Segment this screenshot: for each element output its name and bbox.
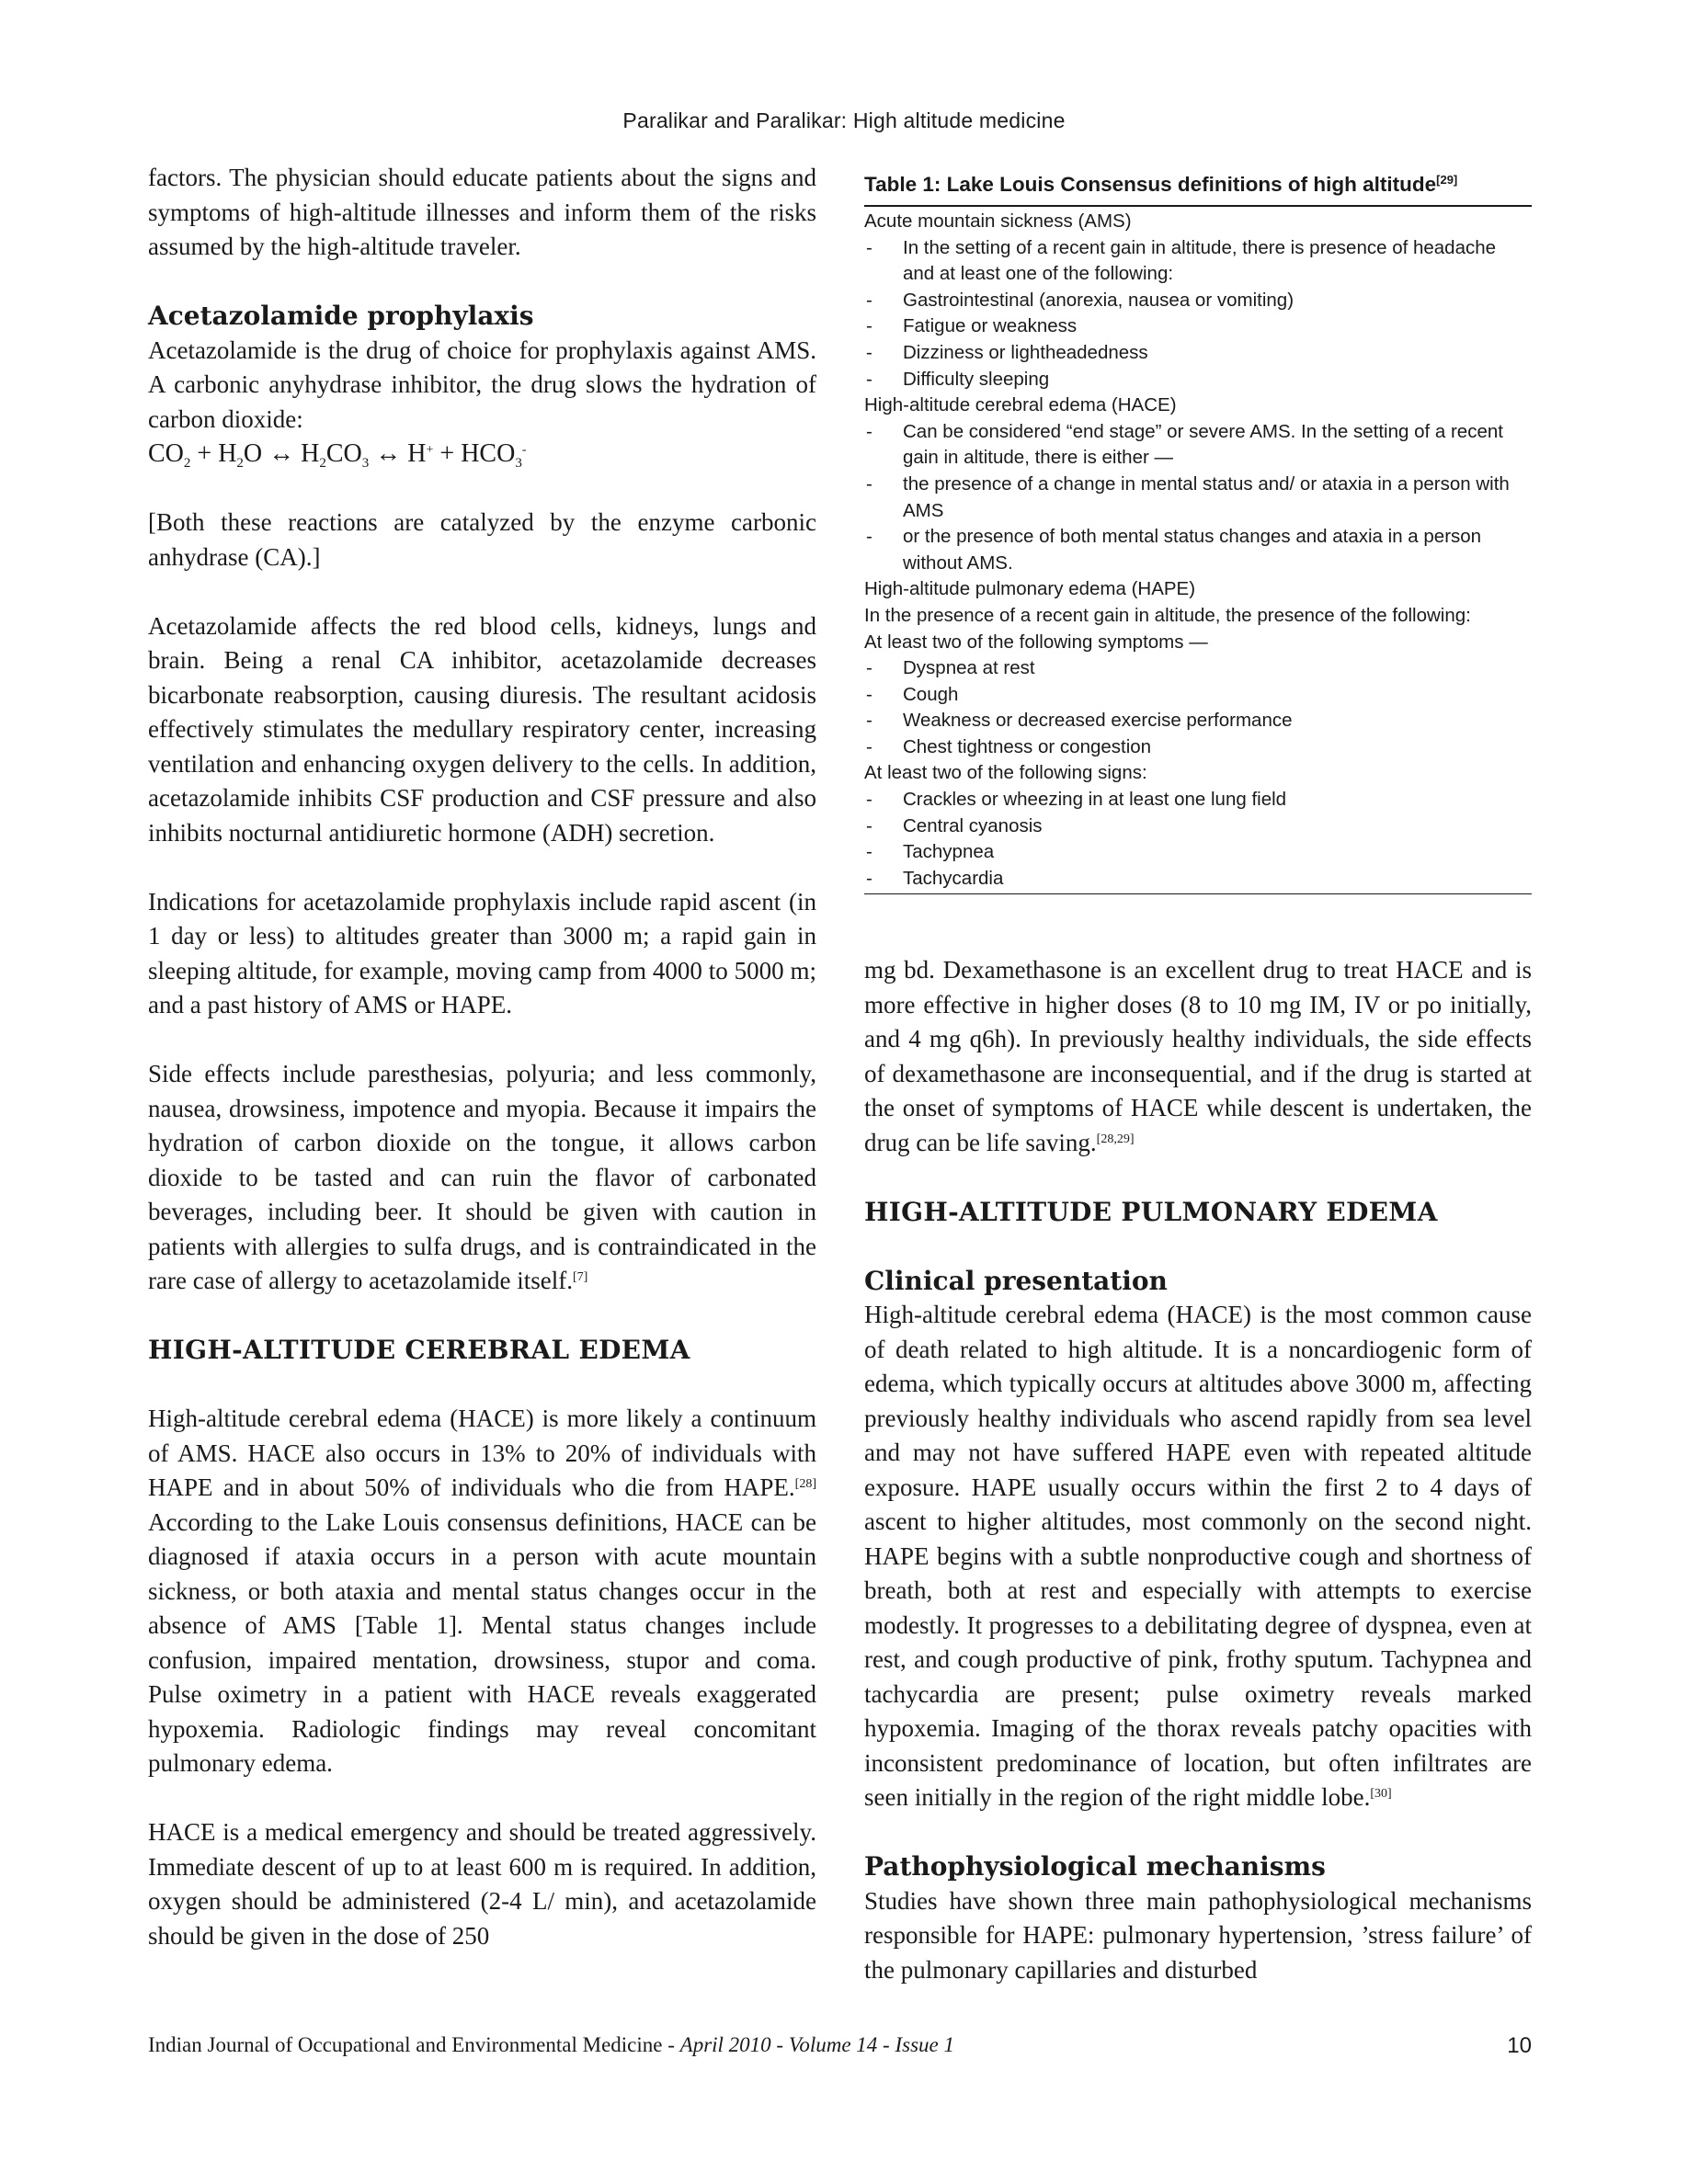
list-dash: - [866, 368, 873, 390]
table-row-text: Crackles or wheezing in at least one lung field [903, 789, 1287, 811]
table-row-text: Fatigue or weakness [903, 315, 1078, 337]
table-list-item [864, 235, 1532, 288]
chemical-equation: $CO_2 + H_2O$ ↔ $H_2CO_3$ ↔ $H^+ + HCO_3^-$ [148, 439, 527, 471]
table-row-text: At least two of the following signs: [864, 762, 1147, 784]
list-dash: - [866, 315, 873, 337]
list-dash: - [866, 683, 873, 705]
section-heading-hace: HIGH-ALTITUDE CEREBRAL EDEMA [148, 1335, 690, 1365]
table-row-text: the presence of a change in mental status and/ or ataxia in a person with AMS [903, 472, 1510, 521]
table-list-item [864, 472, 1532, 524]
table-row-text: Acute mountain sickness (AMS) [864, 210, 1132, 232]
paragraph-hace-emergency: HACE is a medical emergency and should be treated aggressively. Immediate descent of up to at least 600 m is required. In addition, oxygen should be administered (2-4 L/ min), and acetazolamide should be given in the dose of 250 [148, 1818, 816, 1950]
paragraph-acetazolamide-drug: Acetazolamide is the drug of choice for prophylaxis against AMS. A carbonic anyhydrase inhibitor, the drug slows the hydration of carbon dioxide: [148, 336, 816, 433]
paragraph-dexamethasone: mg bd. Dexamethasone is an excellent drug to treat HACE and is more effective in higher doses (8 to 10 mg IM, IV or po initially, and 4 mg q6h). In previously healthy individuals, the side effects of dexamethasone are inconsequential, and if the drug is started at the onset of symptoms of HACE while descent is undertaken, the drug can be life saving.[28,29] [864, 956, 1532, 1156]
table-category-row [864, 630, 1532, 656]
table-list-item [864, 367, 1532, 393]
citation-30: [30] [1370, 1787, 1392, 1801]
table-row-text: Dizziness or lightheadedness [903, 341, 1148, 363]
list-dash: - [866, 420, 873, 442]
left-column [148, 161, 816, 1953]
citation-28-29: [28,29] [1096, 1132, 1135, 1146]
table-list-item [864, 419, 1532, 472]
table-1-title: Table 1: Lake Louis Consensus definitions of high altitude[29] [864, 166, 1532, 207]
table-list-item [864, 340, 1532, 367]
table-list-item [864, 866, 1532, 893]
paragraph-clinical-presentation: High-altitude cerebral edema (HACE) is the most common cause of death related to high altitude. It is a noncardiogenic form of edema, which typically occurs at altitudes above 3000 m, affecting previously healthy individuals who ascend rapidly from sea level and may not have suffered HAPE even with repeated altitude exposure. HAPE usually occurs within the first 2 to 4 days of ascent to higher altitudes, most commonly on the second night. HAPE begins with a subtle nonproductive cough and shortness of breath, both at rest and especially with attempts to exercise modestly. It progresses to a debilitating degree of dyspnea, even at rest, and cough productive of pink, frothy sputum. Tachypnea and tachycardia are present; pulse oximetry reveals marked hypoxemia. Imaging of the thorax reveals patchy opacities with inconsistent predominance of location, but often infiltrates are seen initially in the region of the right middle lobe.[30] [864, 1301, 1532, 1811]
table-category-row [864, 209, 1532, 235]
table-list-item [864, 708, 1532, 734]
list-dash: - [866, 735, 873, 757]
list-dash: - [866, 710, 873, 732]
subheading-clinical-presentation: Clinical presentation [864, 1265, 1168, 1296]
table-row-text: Cough [903, 683, 959, 705]
table-row-text: In the setting of a recent gain in altitude, there is presence of headache and at least one of the following: [903, 236, 1497, 285]
table-row-text: Difficulty sleeping [903, 368, 1050, 390]
list-dash: - [866, 841, 873, 863]
subheading-pathophysiological-mechanisms: Pathophysiological mechanisms [864, 1851, 1326, 1882]
table-row-text: Tachycardia [903, 867, 1004, 889]
table-row-text: Central cyanosis [903, 814, 1043, 836]
table-row-text: Dyspnea at rest [903, 657, 1035, 679]
citation-7: [7] [573, 1270, 588, 1284]
table-list-item [864, 787, 1532, 813]
paragraph-catalyzed: [Both these reactions are catalyzed by the enzyme carbonic anhydrase (CA).] [148, 508, 816, 571]
table-1 [864, 166, 1532, 894]
table-row-text: Weakness or decreased exercise performance [903, 710, 1293, 732]
table-row-text: High-altitude cerebral edema (HACE) [864, 394, 1177, 416]
list-dash: - [866, 341, 873, 363]
citation-29: [29] [1436, 173, 1458, 187]
table-category-row [864, 603, 1532, 630]
list-dash: - [866, 472, 873, 495]
paragraph-side-effects: Side effects include paresthesias, polyuria; and less commonly, nausea, drowsiness, impotence and myopia. Because it impairs the hydration of carbon dioxide on the tongue, it allows carbon dioxide to be tasted and can ruin the flavor of carbonated beverages, including beer. It should be given with caution in patients with allergies to sulfa drugs, and is contraindicated in the rare case of allergy to acetazolamide itself.[7] [148, 1060, 816, 1294]
right-column [864, 953, 1532, 1987]
table-list-item [864, 313, 1532, 340]
table-row-text: or the presence of both mental status changes and ataxia in a person without AMS. [903, 526, 1482, 574]
citation-28: [28] [794, 1477, 816, 1491]
list-dash: - [866, 657, 873, 679]
list-dash: - [866, 789, 873, 811]
list-dash: - [866, 867, 873, 889]
table-row-text: Can be considered “end stage” or severe AMS. In the setting of a recent gain in altitude, there is either — [903, 420, 1503, 469]
table-row-text: Gastrointestinal (anorexia, nausea or vomiting) [903, 289, 1295, 311]
table-category-row [864, 760, 1532, 787]
paragraph-pathophysiology: Studies have shown three main pathophysiological mechanisms responsible for HAPE: pulmonary hypertension, ’stress failure’ of the pulmonary capillaries and disturbed [864, 1886, 1532, 1984]
table-list-item [864, 524, 1532, 576]
table-list-item [864, 288, 1532, 314]
table-list-item [864, 813, 1532, 840]
running-head: Paralikar and Paralikar: High altitude medicine [622, 108, 1066, 132]
table-row-text: High-altitude pulmonary edema (HAPE) [864, 578, 1196, 600]
table-list-item [864, 734, 1532, 761]
table-category-row [864, 576, 1532, 603]
paragraph-acetazolamide-effects: Acetazolamide affects the red blood cells, kidneys, lungs and brain. Being a renal CA inhibitor, acetazolamide decreases bicarbonate reabsorption, causing diuresis. The resultant acidosis effectively stimulates the medullary respiratory center, increasing ventilation and enhancing oxygen delivery to the cells. In addition, acetazolamide inhibits CSF production and CSF pressure and also inhibits nocturnal antidiuretic hormone (ADH) secretion. [148, 611, 816, 847]
list-dash: - [866, 526, 873, 548]
paragraph-hace-definition: High-altitude cerebral edema (HACE) is more likely a continuum of AMS. HACE also occurs in 13% to 20% of individuals with HAPE and in about 50% of individuals who die from HAPE.[28] According to the Lake Louis consensus definitions, HACE can be diagnosed if ataxia occurs in a person with acute mountain sickness, or both ataxia and mental status changes occur in the absence of AMS [Table 1]. Mental status changes include confusion, impaired mentation, drowsiness, stupor and coma. Pulse oximetry in a patient with HACE reveals exaggerated hypoxemia. Radiologic findings may reveal concomitant pulmonary edema. [148, 1405, 816, 1777]
table-list-item [864, 655, 1532, 682]
journal-citation: Indian Journal of Occupational and Environmental Medicine - April 2010 - Volume 14 - Issue 1 [148, 2033, 954, 2056]
paragraph-intro: factors. The physician should educate patients about the signs and symptoms of high-altitude illnesses and inform them of the risks assumed by the high-altitude traveler. [148, 164, 816, 260]
table-row-text: In the presence of a recent gain in altitude, the presence of the following: [864, 604, 1471, 626]
subheading-acetazolamide-prophylaxis: Acetazolamide prophylaxis [148, 301, 534, 331]
table-category-row [864, 392, 1532, 419]
table-list-item [864, 682, 1532, 709]
page-number: 10 [1507, 2033, 1532, 2058]
table-row-text: Tachypnea [903, 841, 995, 863]
table-list-item [864, 839, 1532, 866]
list-dash: - [866, 236, 873, 258]
table-1-body [864, 207, 1532, 894]
section-heading-hape: HIGH-ALTITUDE PULMONARY EDEMA [864, 1196, 1438, 1227]
table-row-text: At least two of the following symptoms — [864, 631, 1208, 653]
paragraph-indications: Indications for acetazolamide prophylaxis include rapid ascent (in 1 day or less) to altitudes greater than 3000 m; a rapid gain in sleeping altitude, for example, moving camp from 4000 to 5000 m; and a past history of AMS or HAPE. [148, 887, 816, 1018]
table-row-text: Chest tightness or congestion [903, 735, 1152, 757]
list-dash: - [866, 814, 873, 836]
list-dash: - [866, 289, 873, 311]
